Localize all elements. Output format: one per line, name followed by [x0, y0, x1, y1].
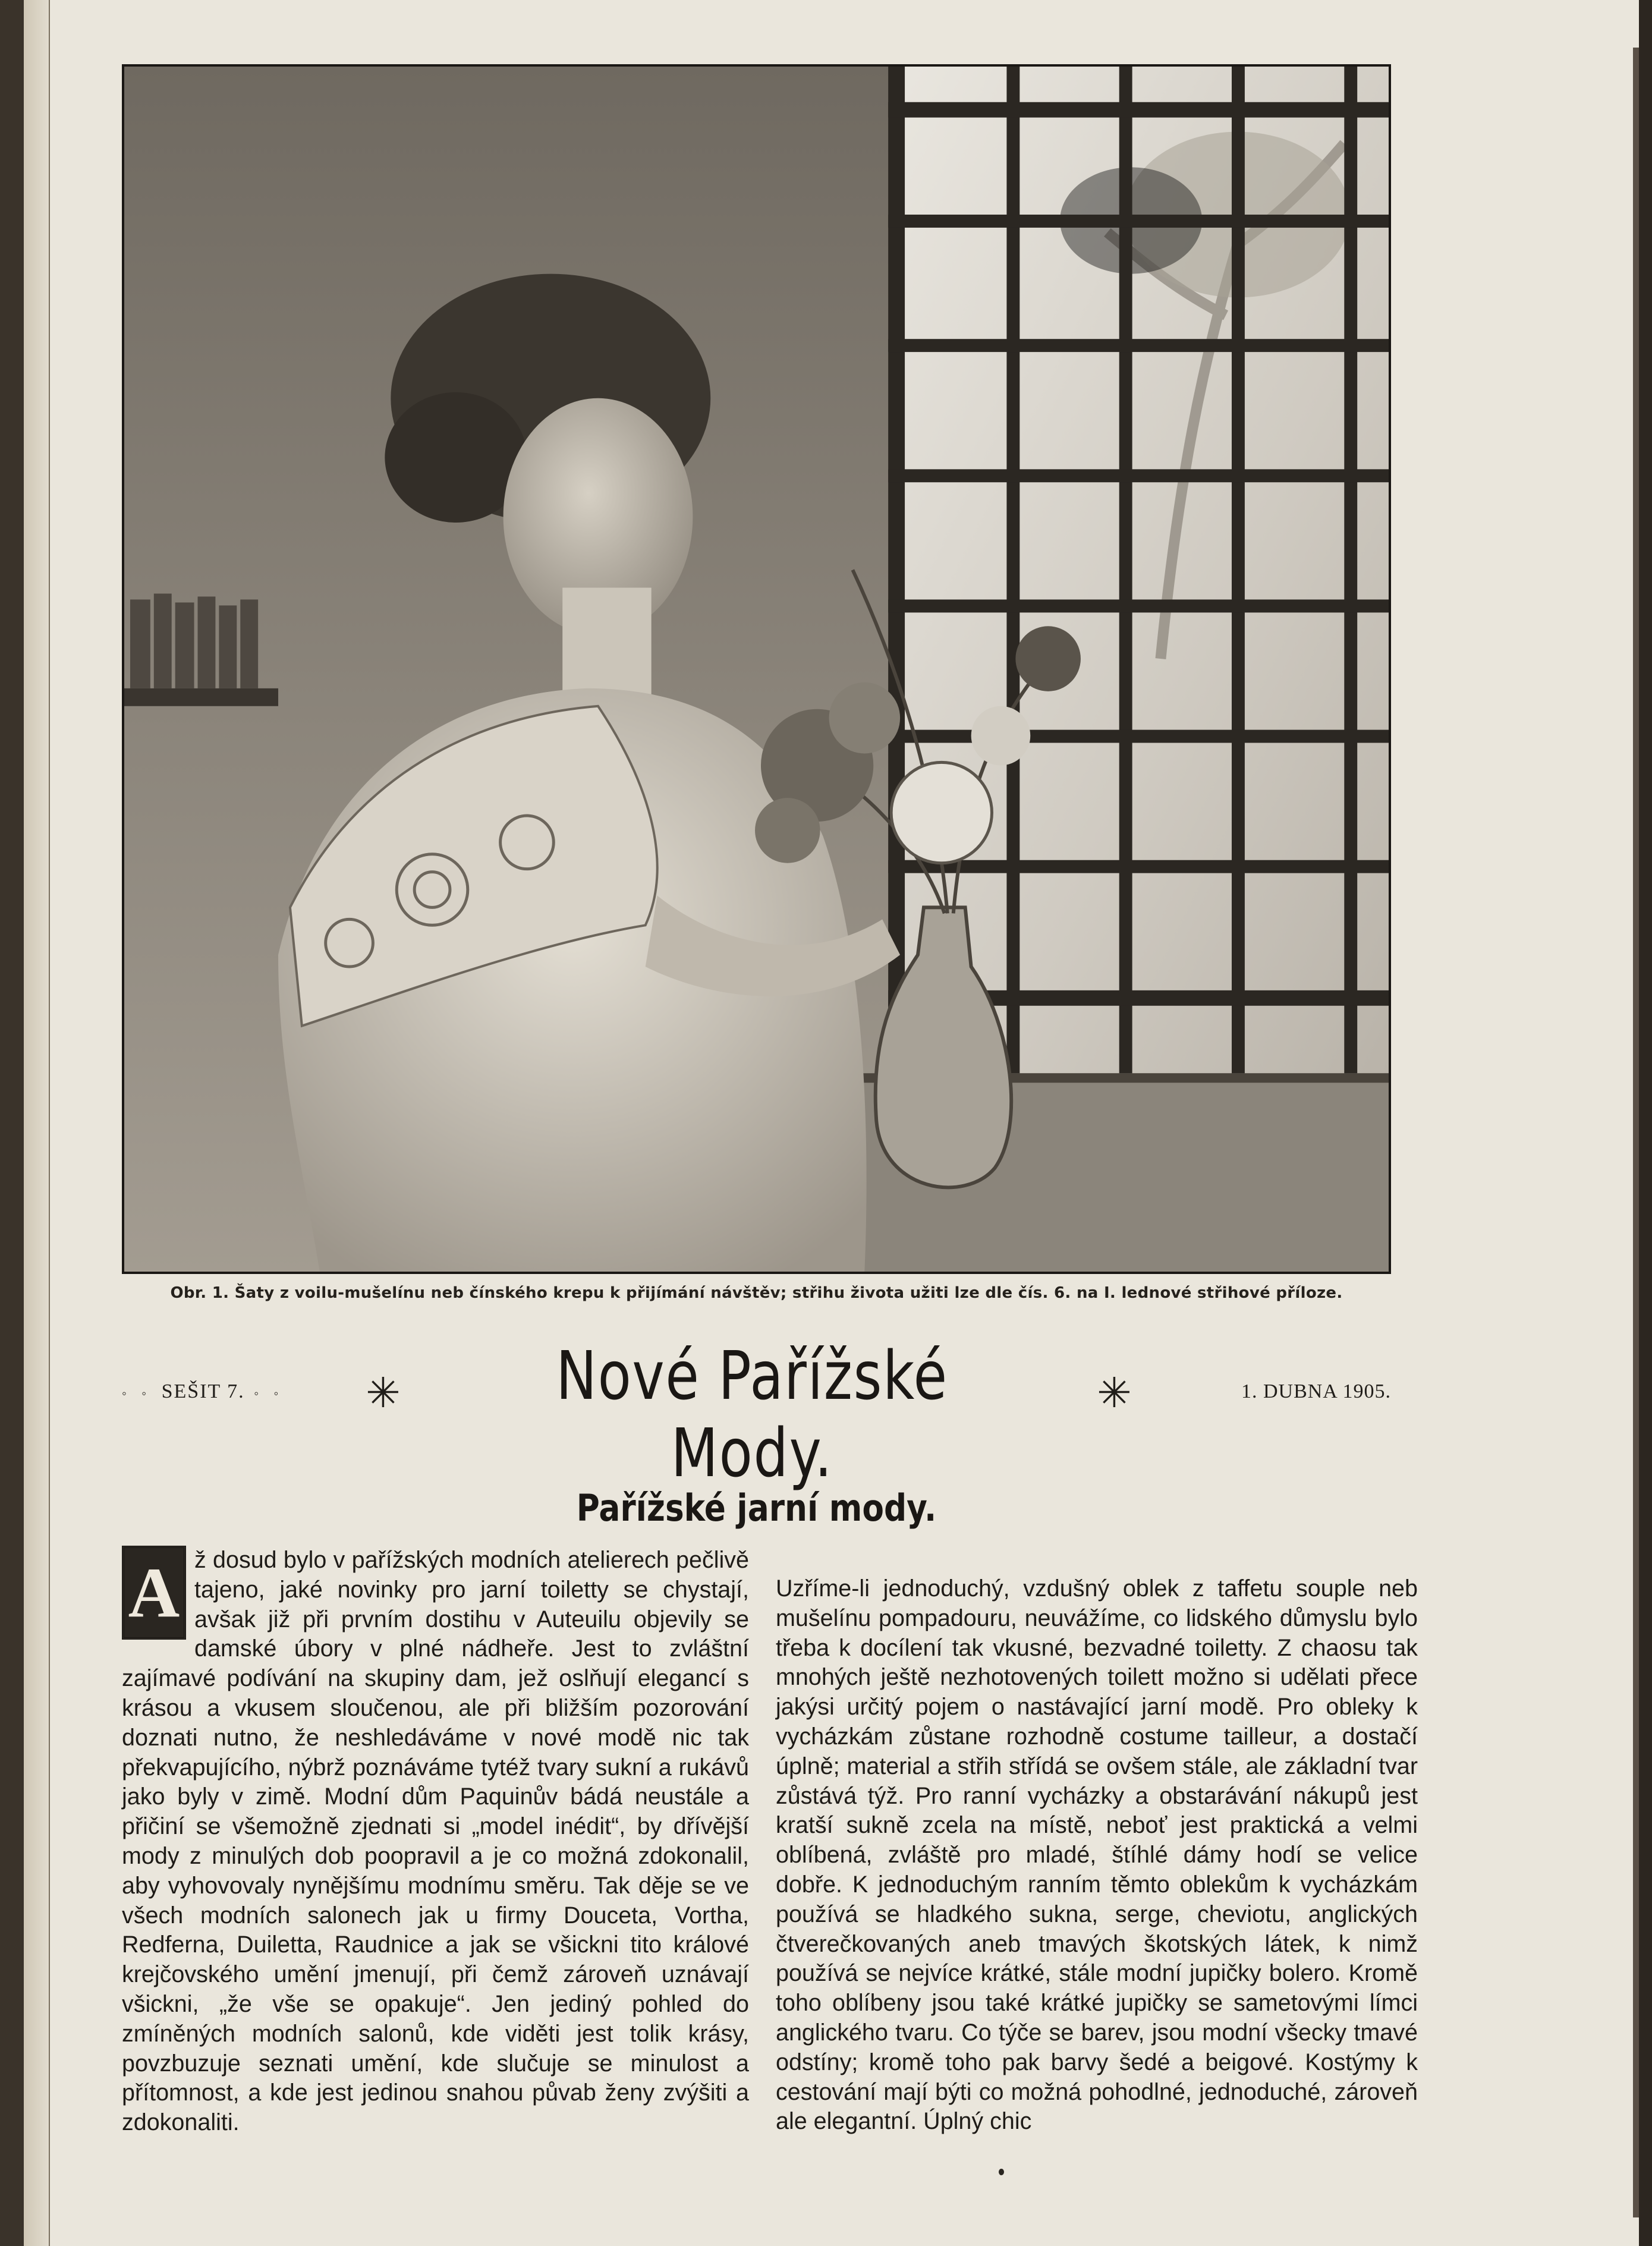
masthead [122, 1338, 1391, 1492]
decorated-initial: A [122, 1546, 186, 1640]
asterisk-ornament-icon: ✳ [1097, 1369, 1132, 1417]
issue-label: SEŠIT 7. [161, 1380, 245, 1402]
magazine-title: Nové Pařížské Mody. [556, 1338, 948, 1492]
ornament-dots: ◦ ◦ [244, 1386, 285, 1401]
binding-edge [0, 0, 24, 2246]
fashion-illustration [122, 64, 1391, 1274]
previous-page-edge [24, 0, 50, 2246]
woman-with-flowers-engraving [124, 67, 1389, 1272]
printer-mark [999, 2169, 1004, 2175]
ornament-dots: ◦ ◦ [122, 1386, 162, 1401]
article-column-right: Uzříme-li jednoduchý, vzdušný oblek z taffetu souple neb mušelínu pompadouru, neuvážíme, co lidského důmyslu bylo třeba k docílení tak vkusné, bezvadné toiletty. Z chaosu tak mnohých ještě nezhotovených toilett možno si udělati přece jakýsi určitý pojem o nastávající jarní modě. Pro obleky k vycházkám zůstane rozhodně costume tailleur, a dostačí úplně; material a střih střídá se ovšem stále, ale základní tvar zůstává týž. Pro ranní vycházky a obstarávání nákupů jest kratší sukně zcela na místě, neboť jest praktická a velmi oblíbená, zvláště pro mladé, štíhlé dámy hodí se velice dobře. K jednoduchým ranním těmto oblekům k vycházkám používá se hladkého sukna, serge, cheviotu, anglických čtverečkovaných aneb tmavých škotských látek, k nimž používá se nejvíce krátké, stále modní jupičky bolero. Kromě toho oblíbeny jsou také krátké jupičky se sametovými límci anglického tvaru. Co týče se barev, jsou modní všecky tmavé odstíny; kromě toho pak barvy šedé a beigové. Kostýmy k cestování mají býti co možná pohodlné, jednoduché, zároveň ale elegantní. Úplný chic [776, 1575, 1418, 2135]
article-title: Pařížské jarní mody. [576, 1486, 937, 1530]
page-edge-tab [1633, 48, 1639, 2217]
right-page-edge [1639, 0, 1652, 2246]
asterisk-ornament-icon: ✳ [366, 1369, 401, 1417]
issue-number [122, 1380, 284, 1403]
issue-date: 1. DUBNA 1905. [1241, 1380, 1391, 1402]
figure-caption: Obr. 1. Šaty z voilu-mušelínu neb čínského krepu k přijímání návštěv; střihu života užiti lze dle čís. 6. na I. lednové střihové příloze. [170, 1284, 1343, 1302]
article-text-left: ž dosud bylo v pařížských modních atelierech pečlivě tajeno, jaké novinky pro jarní toiletty se chystají, avšak již při prvním dostihu v Auteuilu objevily se damské úbory v plné nádheře. Jest to zvláštní zajímavé podívání na skupiny dam, jež oslňují elegancí s krásou a vkusem sloučenou, ale při bližším pozorování doznati nutno, že neshledáváme v nové modě nic tak překvapujícího, nýbrž poznáváme tytéž tvary sukní a rukávů jako byly v zimě. Modní dům Paquinův bádá neustále a přičiní se všemožně zjednati si „model inédit“, by dřívější mody z minulých dob poopravil a je co možná zdokonalil, aby vyhovovaly nynějšímu modnímu směru. Tak děje se ve všech modních salonech jak u firmy Douceta, Vortha, Redferna, Duiletta, Raudnice a jak se všickni tito králové krejčovského umění jmenují, při čemž zároveň uznávají všickni, „že vše se opakuje“. Jen jediný pohled do zmíněných modních salonů, kde viděti jest tolik krásy, povzbuzuje seznati umění, kde slučuje se minulost a přítomnost, a kde jest jedinou snahou půvab ženy zvýšiti a zdokonaliti. [122, 1547, 749, 2136]
article-column-left [122, 1546, 749, 2138]
